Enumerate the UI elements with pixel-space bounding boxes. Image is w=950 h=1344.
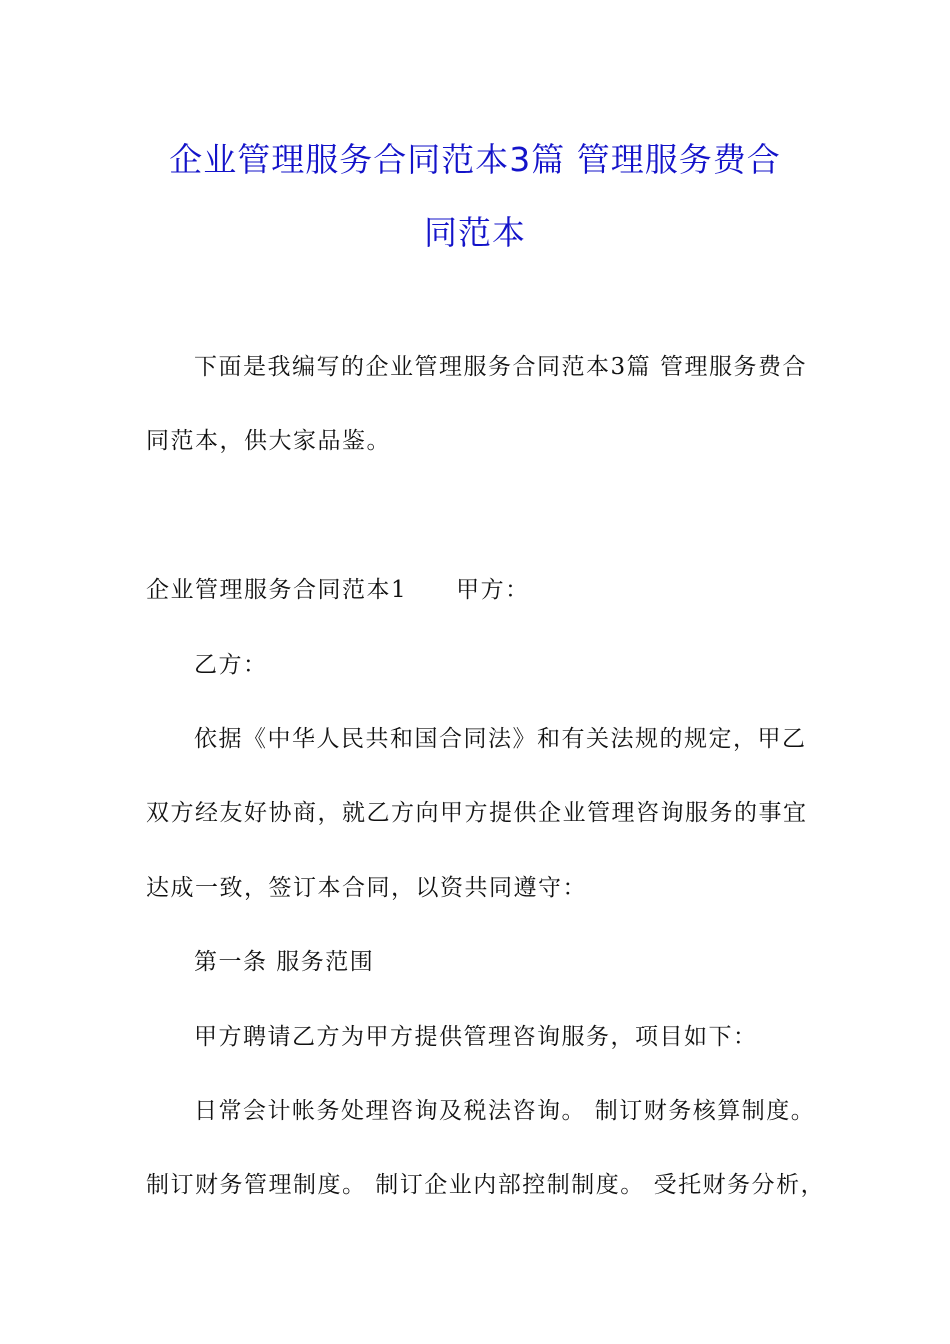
intro-paragraph-line-1: 下面是我编写的企业管理服务合同范本3篇 管理服务费合 — [194, 354, 807, 380]
contract-heading-party-a: 企业管理服务合同范本1 甲方： — [146, 577, 530, 603]
article-1-heading: 第一条 服务范围 — [194, 949, 375, 975]
article-1-intro: 甲方聘请乙方为甲方提供管理咨询服务，项目如下： — [194, 1024, 758, 1050]
article-1-items-line-1: 日常会计帐务处理咨询及税法咨询。 制订财务核算制度。 — [194, 1098, 816, 1124]
preamble-line-2: 双方经友好协商，就乙方向甲方提供企业管理咨询服务的事宜 — [146, 800, 808, 826]
preamble-line-3: 达成一致，签订本合同，以资共同遵守： — [146, 875, 587, 901]
document-title-line-1: 企业管理服务合同范本3篇 管理服务费合 — [169, 140, 781, 179]
article-1-items-line-2: 制订财务管理制度。 制订企业内部控制制度。 受托财务分析， — [146, 1172, 826, 1198]
preamble-line-1: 依据《中华人民共和国合同法》和有关法规的规定，甲乙 — [194, 726, 807, 752]
intro-paragraph-line-2: 同范本，供大家品鉴。 — [146, 428, 391, 454]
document-title-line-2: 同范本 — [424, 213, 526, 252]
party-b-line: 乙方： — [194, 652, 268, 678]
